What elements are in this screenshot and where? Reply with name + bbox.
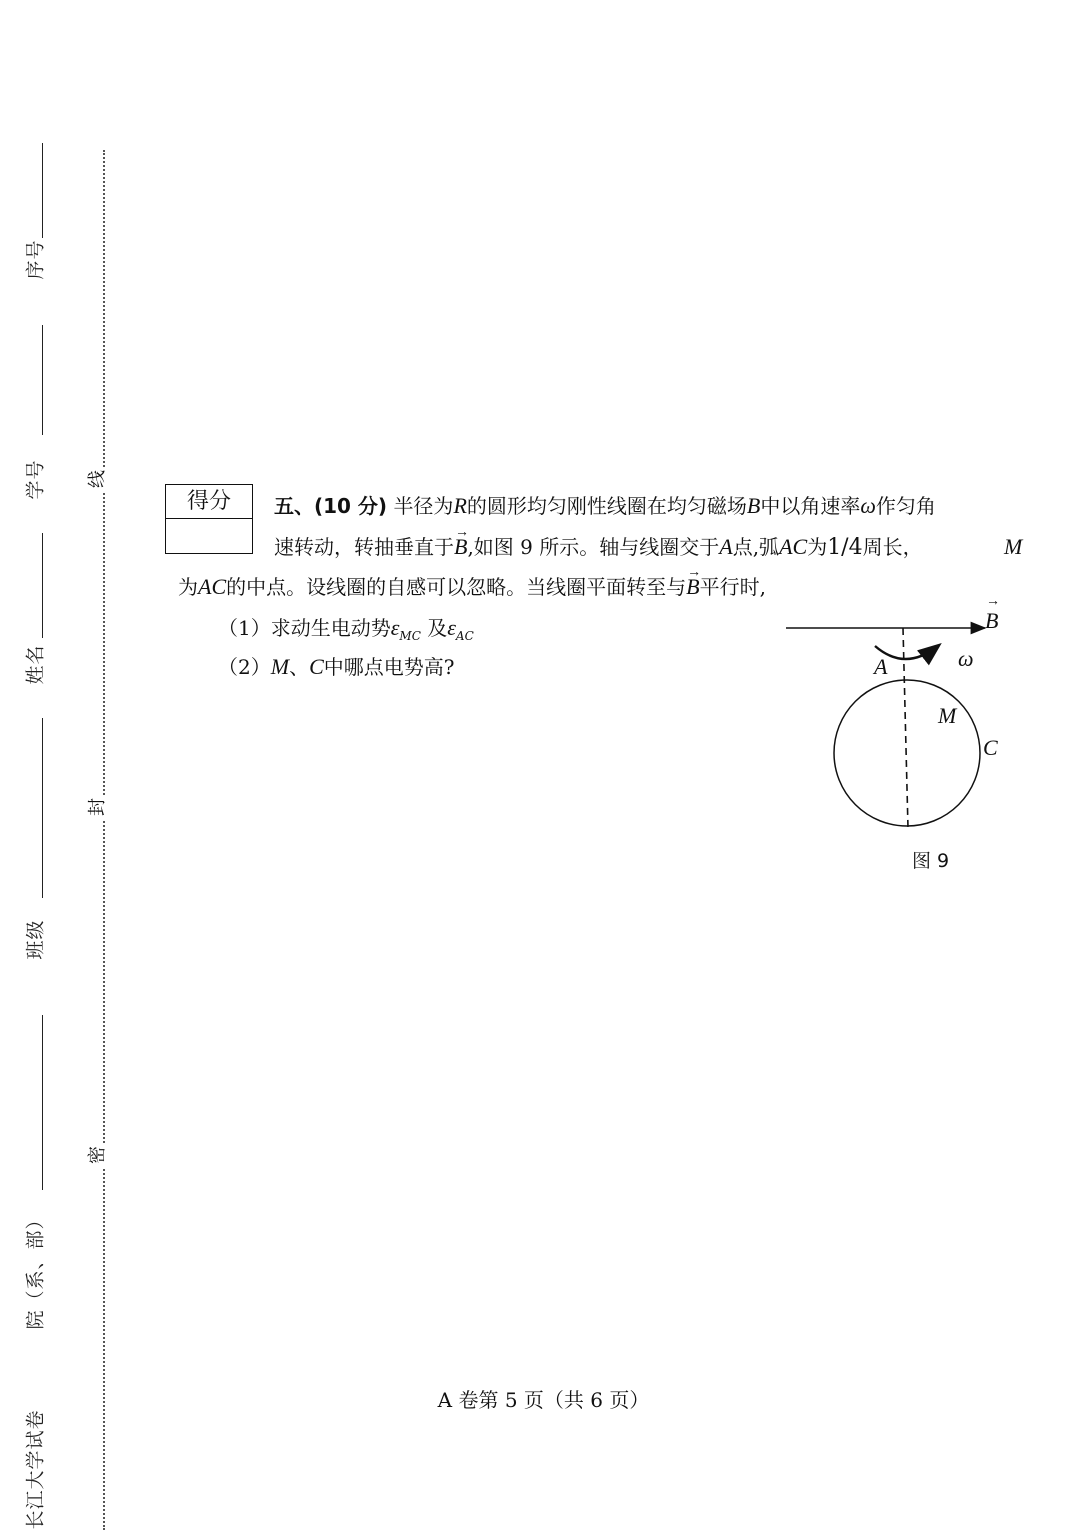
- margin-label-student-id: 学号: [24, 459, 47, 500]
- question-line-2: 速转动，转抽垂直于→ B,如图 9 所示。轴与线圈交于A点,弧AC为1/4周长，: [274, 527, 923, 568]
- margin-line-4: [42, 718, 43, 898]
- coil-circle: [834, 680, 980, 826]
- page-footer: A 卷第 5 页（共 6 页）: [437, 1388, 650, 1412]
- seal-char-seal: 封: [83, 795, 109, 819]
- sub-question-1: （1）求动生电动势$\varepsilon_{MC}$ 及$\varepsilon_{AC}$: [218, 615, 474, 643]
- margin-label-department: 院（系、部）: [24, 1209, 47, 1330]
- seal-dotted-line: [103, 150, 105, 1530]
- score-box: [165, 484, 253, 554]
- figure-label-C: C: [983, 735, 998, 760]
- margin-line-5: [42, 1015, 43, 1190]
- fraction: 1/4: [827, 535, 863, 560]
- margin-line-1: [42, 143, 43, 238]
- question-title: 五、(10 分): [274, 494, 388, 518]
- margin-label-name: 姓名: [24, 644, 47, 685]
- vector-B: → B: [454, 527, 467, 567]
- question-line-1: 五、(10 分) 半径为R的圆形均匀刚性线圈在均匀磁场B中以角速率ω作匀角: [274, 493, 936, 518]
- seal-char-secret: 密: [83, 1143, 109, 1167]
- vector-B-2: → B: [686, 567, 699, 607]
- figure-label-B: → B: [985, 608, 998, 634]
- margin-label-class: 班级: [24, 919, 47, 960]
- score-label: 得分: [166, 485, 252, 519]
- margin-line-3: [42, 533, 43, 638]
- margin-label-university: 长江大学试卷: [24, 1409, 47, 1530]
- figure-9: [770, 600, 1050, 840]
- figure-label-A: A: [874, 654, 888, 679]
- sub-question-2: （2）M、C中哪点电势高?: [218, 654, 455, 679]
- question-line-3: 为AC的中点。设线圈的自感可以忽略。当线圈平面转至与→ B平行时,: [178, 567, 766, 607]
- figure-label-M: M: [938, 703, 957, 728]
- margin-line-2: [42, 325, 43, 435]
- question-line-2-end: M: [1004, 534, 1023, 559]
- margin-label-seq: 序号: [24, 239, 47, 280]
- seal-char-line: 线: [83, 467, 109, 491]
- score-field[interactable]: [166, 519, 252, 553]
- figure-caption: 图 9: [912, 850, 950, 872]
- figure-label-omega: ω: [958, 646, 974, 671]
